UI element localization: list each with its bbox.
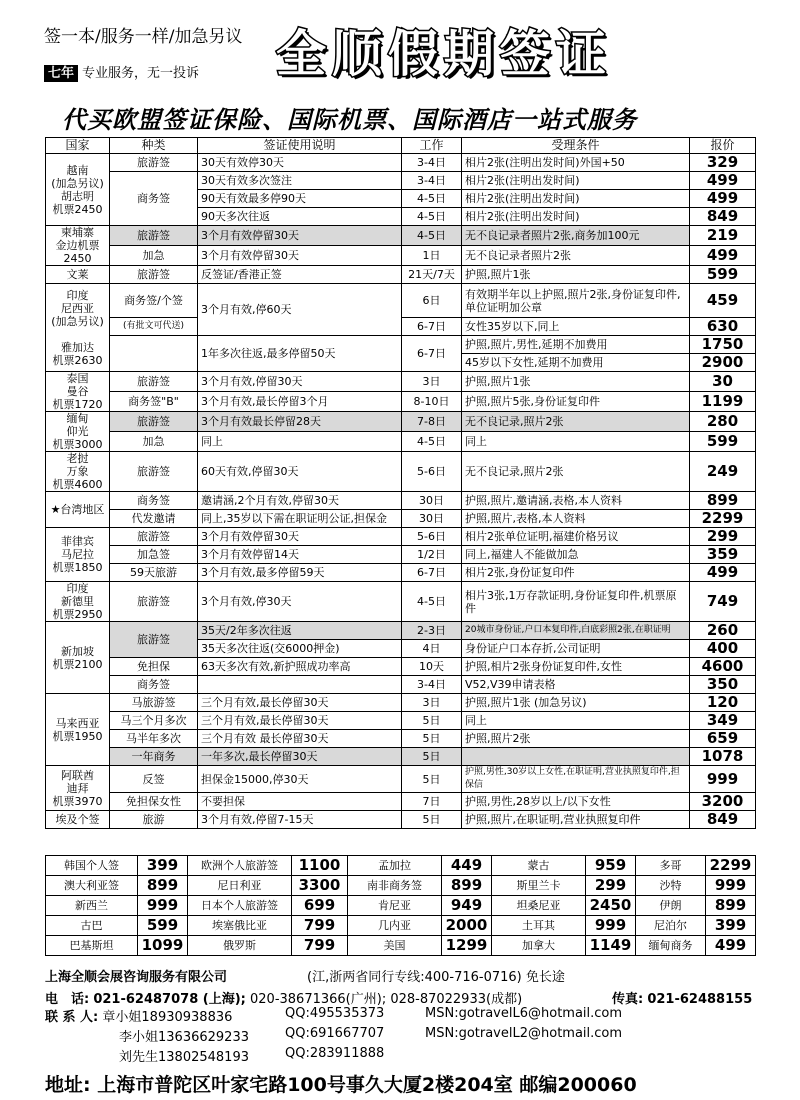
country-cell: 泰国 曼谷 机票1720 [46, 372, 110, 412]
visa-type-cell: 旅游签 [110, 452, 198, 492]
country-cell: 马来西亚 机票1950 [46, 694, 110, 766]
col-header: 受理条件 [462, 138, 690, 154]
usage-cell: 邀请涵,2个月有效,停留30天 [198, 492, 402, 510]
conditions-cell: 20城市身份证,户口本复印件,白底彩照2张,在职证明 [462, 622, 690, 640]
country-cell: 文莱 [46, 266, 110, 284]
price-cell: 499 [690, 564, 756, 582]
destination-cell: 伊朗 [636, 896, 706, 916]
destination-cell: 古巴 [46, 916, 138, 936]
country-cell: 阿联酋 迪拜 机票3970 [46, 766, 110, 811]
visa-type-cell: 旅游签 [110, 226, 198, 246]
table-row [46, 412, 756, 432]
table-row [46, 392, 756, 412]
destination-cell: 美国 [348, 936, 442, 956]
table-row [46, 582, 756, 622]
work-days-cell: 3-4日 [402, 154, 462, 172]
work-days-cell: 3日 [402, 372, 462, 392]
table-row [46, 658, 756, 676]
page-title: 全顺假期签证 [276, 24, 612, 83]
destination-price-cell: 599 [138, 916, 188, 936]
work-days-cell: 4-5日 [402, 190, 462, 208]
conditions-cell: 无不良记录,照片2张 [462, 452, 690, 492]
destination-cell: 尼泊尔 [636, 916, 706, 936]
work-days-cell: 3-4日 [402, 676, 462, 694]
conditions-cell: 护照,照片2张 [462, 730, 690, 748]
destination-cell: 澳大利亚签 [46, 876, 138, 896]
country-cell: 印度 新德里 机票2950 [46, 582, 110, 622]
destination-cell: 蒙古 [492, 856, 586, 876]
destination-price-cell: 3300 [292, 876, 348, 896]
destination-cell: 孟加拉 [348, 856, 442, 876]
contact-1-qq: QQ:495535373 [285, 1006, 385, 1021]
price-cell: 499 [690, 246, 756, 266]
usage-cell [198, 676, 402, 694]
destination-price-cell: 949 [442, 896, 492, 916]
work-days-cell: 4-5日 [402, 432, 462, 452]
visa-type-cell: 旅游签 [110, 154, 198, 172]
slogan: 代买欧盟签证保险、国际机票、国际酒店一站式服务 [62, 105, 637, 134]
usage-cell: 3个月有效,最长停留3个月 [198, 392, 402, 412]
price-cell: 349 [690, 712, 756, 730]
destination-price-cell: 999 [706, 876, 756, 896]
visa-type-cell: 商务签 [110, 492, 198, 510]
fax-label: 传真: [612, 992, 644, 1007]
country-cell: 越南 (加急另议) 胡志明 机票2450 [46, 154, 110, 226]
price-cell: 459 [690, 284, 756, 318]
company-name: 上海全顺会展咨询服务有限公司 [45, 970, 228, 985]
destination-price-cell: 899 [706, 896, 756, 916]
country-cell: 埃及个签 [46, 811, 110, 829]
conditions-cell: 同上 [462, 432, 690, 452]
table-row [46, 246, 756, 266]
usage-cell: 一年多次,最长停留30天 [198, 748, 402, 766]
work-days-cell: 5日 [402, 712, 462, 730]
fax-number: 021-62488155 [647, 992, 753, 1007]
usage-cell: 不要担保 [198, 793, 402, 811]
contact-2: 李小姐13636629233 [119, 1030, 249, 1045]
visa-type-cell: 一年商务 [110, 748, 198, 766]
destination-cell: 埃塞俄比亚 [188, 916, 292, 936]
conditions-cell: 相片2张(注明出发时间) [462, 172, 690, 190]
phone-shanghai: 021-62487078 (上海); [93, 992, 246, 1007]
work-days-cell: 5日 [402, 811, 462, 829]
price-cell: 899 [690, 492, 756, 510]
destination-price-cell: 799 [292, 916, 348, 936]
conditions-cell: 护照,照片,男性,延期不加费用 [462, 336, 690, 354]
usage-cell: 30天有效多次签注 [198, 172, 402, 190]
visa-type-cell: 旅游签 [110, 412, 198, 432]
destination-price-cell: 399 [706, 916, 756, 936]
visa-type-cell: 加急 [110, 432, 198, 452]
price-row [46, 916, 756, 936]
destination-cell: 欧洲个人旅游签 [188, 856, 292, 876]
visa-type-cell: 旅游 [110, 811, 198, 829]
visa-type-cell [110, 336, 198, 372]
price-row [46, 896, 756, 916]
conditions-cell: 女性35岁以下,同上 [462, 318, 690, 336]
country-cell: 印度 尼西亚 (加急另议) 雅加达 机票2630 [46, 284, 110, 372]
table-row [46, 452, 756, 492]
contact-2-msn: MSN:gotravelL2@hotmail.com [425, 1026, 623, 1041]
visa-type-cell: 旅游签 [110, 622, 198, 658]
price-cell: 260 [690, 622, 756, 640]
work-days-cell: 30日 [402, 492, 462, 510]
conditions-cell: 有效期半年以上护照,照片2张,身份证复印件,单位证明加公章 [462, 284, 690, 318]
destination-cell: 几内亚 [348, 916, 442, 936]
work-days-cell: 30日 [402, 510, 462, 528]
usage-cell: 反签证/香港正签 [198, 266, 402, 284]
price-cell: 4600 [690, 658, 756, 676]
destination-price-cell: 899 [138, 876, 188, 896]
usage-cell: 三个月有效 最长停留30天 [198, 730, 402, 748]
work-days-cell: 1/2日 [402, 546, 462, 564]
destination-cell: 坦桑尼亚 [492, 896, 586, 916]
destination-price-cell: 299 [586, 876, 636, 896]
price-cell: 3200 [690, 793, 756, 811]
price-cell: 749 [690, 582, 756, 622]
visa-type-cell: 商务签/个签 [110, 284, 198, 318]
price-row [46, 876, 756, 896]
work-days-cell: 10天 [402, 658, 462, 676]
table-row [46, 730, 756, 748]
price-cell: 599 [690, 266, 756, 284]
col-header: 报价 [690, 138, 756, 154]
destination-price-cell: 2299 [706, 856, 756, 876]
usage-cell: 3个月有效停留30天 [198, 226, 402, 246]
work-days-cell: 4-5日 [402, 208, 462, 226]
conditions-cell: 相片2张(注明出发时间) [462, 208, 690, 226]
price-cell: 849 [690, 811, 756, 829]
destination-cell: 巴基斯坦 [46, 936, 138, 956]
destination-cell: 斯里兰卡 [492, 876, 586, 896]
visa-type-cell: 加急签 [110, 546, 198, 564]
conditions-cell: 相片2张(注明出发时间)外国+50 [462, 154, 690, 172]
conditions-cell: V52,V39申请表格 [462, 676, 690, 694]
price-cell: 359 [690, 546, 756, 564]
price-cell: 219 [690, 226, 756, 246]
usage-cell: 3个月有效停留30天 [198, 246, 402, 266]
destination-cell: 日本个人旅游签 [188, 896, 292, 916]
price-cell: 1750 [690, 336, 756, 354]
visa-type-cell: 旅游签 [110, 266, 198, 284]
conditions-cell: 相片2张单位证明,福建价格另议 [462, 528, 690, 546]
work-days-cell: 5-6日 [402, 528, 462, 546]
visa-type-cell: 马旅游签 [110, 694, 198, 712]
usage-cell: 3个月有效,最多停留59天 [198, 564, 402, 582]
price-cell: 2299 [690, 510, 756, 528]
usage-cell: 3个月有效,停60天 [198, 284, 402, 336]
work-days-cell: 2-3日 [402, 622, 462, 640]
table-row [46, 622, 756, 640]
work-days-cell: 6-7日 [402, 564, 462, 582]
price-cell: 299 [690, 528, 756, 546]
work-days-cell: 5-6日 [402, 452, 462, 492]
visa-type-cell: 59天旅游 [110, 564, 198, 582]
usage-cell: 60天有效,停留30天 [198, 452, 402, 492]
destination-cell: 韩国个人签 [46, 856, 138, 876]
visa-type-cell: 商务签 [110, 172, 198, 226]
usage-cell: 30天有效停30天 [198, 154, 402, 172]
destination-cell: 南非商务签 [348, 876, 442, 896]
table-header-row [46, 138, 756, 154]
usage-cell: 35天/2年多次往返 [198, 622, 402, 640]
table-row [46, 766, 756, 793]
price-cell: 849 [690, 208, 756, 226]
work-days-cell: 3日 [402, 694, 462, 712]
conditions-cell: 护照,照片,表格,本人资料 [462, 510, 690, 528]
destination-price-cell: 2450 [586, 896, 636, 916]
table-row [46, 676, 756, 694]
col-header: 签证使用说明 [198, 138, 402, 154]
price-cell: 400 [690, 640, 756, 658]
conditions-cell [462, 748, 690, 766]
conditions-cell: 无不良记录,照片2张 [462, 412, 690, 432]
usage-cell: 3个月有效停留30天 [198, 528, 402, 546]
table-row [46, 336, 756, 354]
usage-cell: 三个月有效,最长停留30天 [198, 694, 402, 712]
table-row [46, 712, 756, 730]
country-cell: 缅甸 仰光 机票3000 [46, 412, 110, 452]
visa-type-cell: 旅游签 [110, 372, 198, 392]
visa-type-cell: 马半年多次 [110, 730, 198, 748]
price-cell: 499 [690, 172, 756, 190]
usage-cell: 3个月有效停留14天 [198, 546, 402, 564]
destination-price-cell: 499 [706, 936, 756, 956]
usage-cell: 3个月有效,停留7-15天 [198, 811, 402, 829]
work-days-cell: 5日 [402, 766, 462, 793]
destination-cell: 加拿大 [492, 936, 586, 956]
visa-type-cell: 马三个月多次 [110, 712, 198, 730]
visa-type-cell: (有批文可代送) [110, 318, 198, 336]
work-days-cell: 6日 [402, 284, 462, 318]
visa-table [45, 137, 755, 829]
price-cell: 1078 [690, 748, 756, 766]
visa-type-cell: 加急 [110, 246, 198, 266]
contact-label: 联 系 人: [45, 1010, 99, 1025]
conditions-cell: 无不良记录者照片2张 [462, 246, 690, 266]
table-row [46, 510, 756, 528]
col-header: 工作 [402, 138, 462, 154]
experience-text: 专业服务，无一投诉 [82, 66, 200, 81]
conditions-cell: 45岁以下女性,延期不加费用 [462, 354, 690, 372]
country-cell: ★台湾地区 [46, 492, 110, 528]
visa-type-cell: 反签 [110, 766, 198, 793]
col-header: 种类 [110, 138, 198, 154]
usage-cell: 3个月有效,停留30天 [198, 372, 402, 392]
price-cell: 249 [690, 452, 756, 492]
experience-badge [44, 62, 199, 81]
usage-cell: 3个月有效,停30天 [198, 582, 402, 622]
conditions-cell: 相片2张,身份证复印件 [462, 564, 690, 582]
work-days-cell: 7-8日 [402, 412, 462, 432]
usage-cell: 63天多次有效,新护照成功率高 [198, 658, 402, 676]
destination-cell: 多哥 [636, 856, 706, 876]
price-cell: 280 [690, 412, 756, 432]
price-cell: 659 [690, 730, 756, 748]
work-days-cell: 7日 [402, 793, 462, 811]
conditions-cell: 护照,照片1张 [462, 372, 690, 392]
work-days-cell: 4日 [402, 640, 462, 658]
conditions-cell: 护照,照片5张,身份证复印件 [462, 392, 690, 412]
contact-3-qq: QQ:283911888 [285, 1046, 385, 1061]
header [0, 0, 800, 96]
work-days-cell: 6-7日 [402, 336, 462, 372]
visa-type-cell: 代发邀请 [110, 510, 198, 528]
country-cell: 新加坡 机票2100 [46, 622, 110, 694]
table-row [46, 546, 756, 564]
usage-cell: 同上 [198, 432, 402, 452]
years-badge: 七年 [44, 65, 78, 82]
destination-price-cell: 1149 [586, 936, 636, 956]
visa-type-cell: 商务签"B" [110, 392, 198, 412]
work-days-cell: 5日 [402, 748, 462, 766]
work-days-cell: 5日 [402, 730, 462, 748]
contact-1-msn: MSN:gotravelL6@hotmail.com [425, 1006, 623, 1021]
price-cell: 999 [690, 766, 756, 793]
price-cell: 499 [690, 190, 756, 208]
work-days-cell: 4-5日 [402, 582, 462, 622]
work-days-cell: 8-10日 [402, 392, 462, 412]
price-cell: 329 [690, 154, 756, 172]
price-cell: 630 [690, 318, 756, 336]
destination-price-cell: 1299 [442, 936, 492, 956]
table-row [46, 528, 756, 546]
destination-price-cell: 999 [138, 896, 188, 916]
destination-price-cell: 399 [138, 856, 188, 876]
contact-2-qq: QQ:691667707 [285, 1026, 385, 1041]
destination-price-cell: 1100 [292, 856, 348, 876]
table-row [46, 266, 756, 284]
visa-type-cell: 免担保女性 [110, 793, 198, 811]
table-row [46, 694, 756, 712]
destination-cell: 俄罗斯 [188, 936, 292, 956]
tagline: 签一本/服务一样/加急另议 [44, 27, 243, 47]
price-cell: 599 [690, 432, 756, 452]
work-days-cell: 4-5日 [402, 226, 462, 246]
conditions-cell: 护照,照片,邀请涵,表格,本人资料 [462, 492, 690, 510]
table-row [46, 432, 756, 452]
table-row [46, 372, 756, 392]
visa-type-cell: 商务签 [110, 676, 198, 694]
conditions-cell: 护照,男性,28岁以上/以下女性 [462, 793, 690, 811]
conditions-cell: 护照,照片1张 (加急另议) [462, 694, 690, 712]
conditions-cell: 同上 [462, 712, 690, 730]
destination-price-cell: 449 [442, 856, 492, 876]
conditions-cell: 同上,福建人不能做加急 [462, 546, 690, 564]
conditions-cell: 身份证户口本存折,公司证明 [462, 640, 690, 658]
contact-1: 章小姐18930938836 [102, 1010, 233, 1025]
price-cell: 30 [690, 372, 756, 392]
table-row [46, 748, 756, 766]
visa-type-cell: 旅游签 [110, 582, 198, 622]
destination-price-cell: 899 [442, 876, 492, 896]
conditions-cell: 相片3张,1万存款证明,身份证复印件,机票原件 [462, 582, 690, 622]
conditions-cell: 护照,照片,在职证明,营业执照复印件 [462, 811, 690, 829]
conditions-cell: 护照,相片2张身份证复印件,女性 [462, 658, 690, 676]
destination-price-cell: 2000 [442, 916, 492, 936]
conditions-cell: 相片2张(注明出发时间) [462, 190, 690, 208]
phone-label: 电 话: [45, 992, 90, 1007]
destination-cell: 缅甸商务 [636, 936, 706, 956]
usage-cell: 1年多次往返,最多停留50天 [198, 336, 402, 372]
usage-cell: 担保金15000,停30天 [198, 766, 402, 793]
table-row [46, 492, 756, 510]
destination-cell: 新西兰 [46, 896, 138, 916]
usage-cell: 同上,35岁以下需在职证明公证,担保金 [198, 510, 402, 528]
table-row [46, 564, 756, 582]
price-cell: 2900 [690, 354, 756, 372]
usage-cell: 90天多次往返 [198, 208, 402, 226]
work-days-cell: 21天/7天 [402, 266, 462, 284]
destination-cell: 肯尼亚 [348, 896, 442, 916]
usage-cell: 3个月有效最长停留28天 [198, 412, 402, 432]
address: 地址: 上海市普陀区叶家宅路100号事久大厦2楼204室 邮编200060 [45, 1074, 637, 1096]
visa-type-cell: 旅游签 [110, 528, 198, 546]
contact-3: 刘先生13802548193 [119, 1050, 249, 1065]
work-days-cell: 1日 [402, 246, 462, 266]
visa-type-cell: 免担保 [110, 658, 198, 676]
table-row [46, 284, 756, 318]
phone-other: 020-38671366(广州); 028-87022933(成都) [250, 992, 523, 1007]
price-row [46, 936, 756, 956]
usage-cell: 35天多次往返(交6000押金) [198, 640, 402, 658]
destination-cell: 土耳其 [492, 916, 586, 936]
destination-price-cell: 1099 [138, 936, 188, 956]
destination-price-cell: 799 [292, 936, 348, 956]
country-cell: 菲律宾 马尼拉 机票1850 [46, 528, 110, 582]
price-row [46, 856, 756, 876]
destination-price-cell: 959 [586, 856, 636, 876]
destination-price-cell: 699 [292, 896, 348, 916]
price-cell: 120 [690, 694, 756, 712]
destination-price-cell: 999 [586, 916, 636, 936]
table-row [46, 793, 756, 811]
table-row [46, 226, 756, 246]
price-cell: 1199 [690, 392, 756, 412]
price-cell: 350 [690, 676, 756, 694]
usage-cell: 90天有效最多停90天 [198, 190, 402, 208]
conditions-cell: 护照,男性,30岁以上女性,在职证明,营业执照复印件,担保信 [462, 766, 690, 793]
work-days-cell: 6-7日 [402, 318, 462, 336]
table-row [46, 811, 756, 829]
country-cell: 老挝 万象 机票4600 [46, 452, 110, 492]
destination-cell: 尼日利亚 [188, 876, 292, 896]
table-row [46, 154, 756, 172]
country-cell: 柬埔寨 金边机票2450 [46, 226, 110, 266]
col-header: 国家 [46, 138, 110, 154]
hotline: (江,浙两省同行专线:400-716-0716) 免长途 [307, 970, 565, 985]
price-grid [45, 855, 755, 956]
work-days-cell: 3-4日 [402, 172, 462, 190]
conditions-cell: 无不良记录者照片2张,商务加100元 [462, 226, 690, 246]
conditions-cell: 护照,照片1张 [462, 266, 690, 284]
table-row [46, 172, 756, 190]
destination-cell: 沙特 [636, 876, 706, 896]
usage-cell: 三个月有效,最长停留30天 [198, 712, 402, 730]
